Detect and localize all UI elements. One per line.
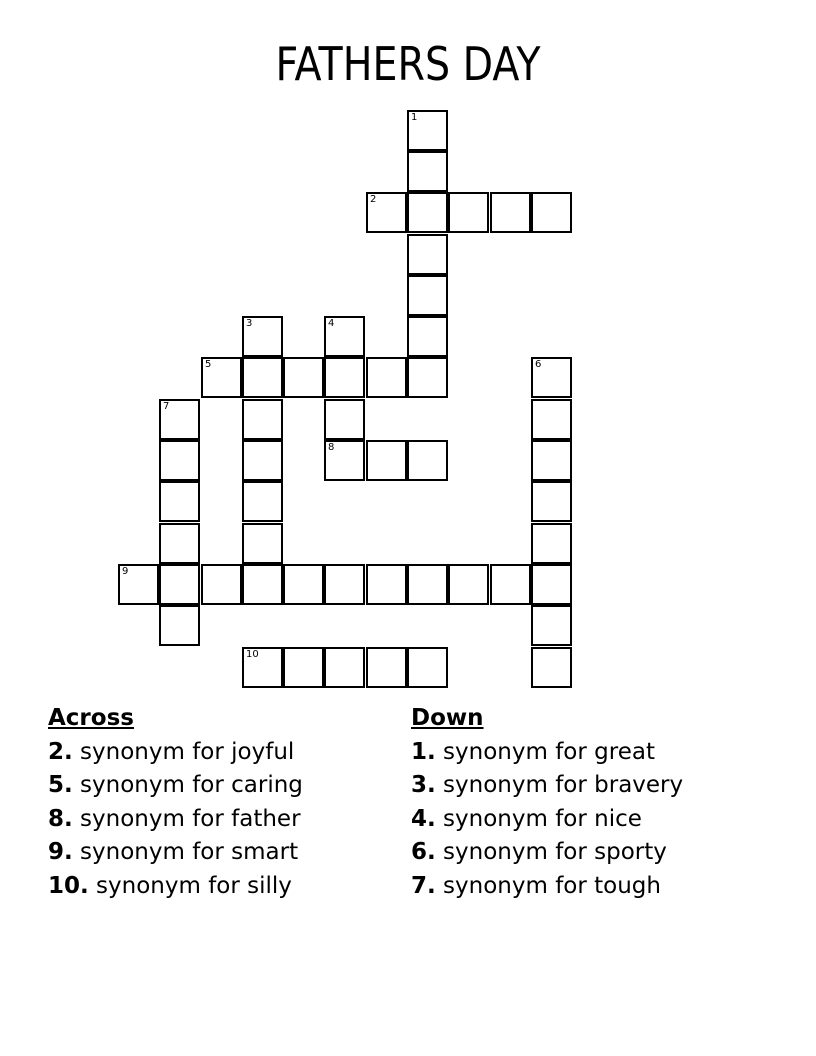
grid-cell[interactable]: [242, 316, 283, 357]
clue-number: 7: [163, 401, 170, 412]
grid-cell[interactable]: [324, 647, 365, 688]
grid-cell[interactable]: [531, 564, 572, 605]
grid-cell[interactable]: [242, 647, 283, 688]
grid-cell[interactable]: [407, 357, 448, 398]
grid-cell[interactable]: [201, 564, 242, 605]
clue-number: 6: [535, 359, 542, 370]
grid-cell[interactable]: [324, 316, 365, 357]
grid-cell[interactable]: [407, 647, 448, 688]
grid-cell[interactable]: [283, 647, 324, 688]
grid-cell[interactable]: [407, 440, 448, 481]
grid-cell[interactable]: [159, 399, 200, 440]
clue-number: 3: [246, 318, 253, 329]
clue-across-10: 10. synonym for silly: [48, 872, 292, 899]
grid-cell[interactable]: [324, 564, 365, 605]
grid-cell[interactable]: [407, 316, 448, 357]
grid-cell[interactable]: [324, 357, 365, 398]
grid-cell[interactable]: [407, 110, 448, 151]
grid-cell[interactable]: [407, 564, 448, 605]
grid-cell[interactable]: [118, 564, 159, 605]
clue-down-1: 1. synonym for great: [411, 738, 655, 765]
grid-cell[interactable]: [366, 647, 407, 688]
clue-number: 8: [328, 442, 335, 453]
clue-number: 5: [205, 359, 212, 370]
clue-down-3: 3. synonym for bravery: [411, 772, 684, 798]
grid-cell[interactable]: [159, 440, 200, 481]
grid-cell[interactable]: [531, 357, 572, 398]
grid-cell[interactable]: [159, 481, 200, 522]
grid-cell[interactable]: [242, 564, 283, 605]
grid-cell[interactable]: [407, 151, 448, 192]
clue-down-7: 7. synonym for tough: [411, 872, 661, 899]
grid-cell[interactable]: [490, 564, 531, 605]
grid-cell[interactable]: [159, 564, 200, 605]
grid-cell[interactable]: [407, 234, 448, 275]
grid-cell[interactable]: [283, 357, 324, 398]
grid-cell[interactable]: [366, 357, 407, 398]
grid-cell[interactable]: [366, 192, 407, 233]
clue-number: 2: [370, 194, 377, 205]
grid-cell[interactable]: [448, 192, 489, 233]
grid-cell[interactable]: [283, 564, 324, 605]
grid-cell[interactable]: [531, 440, 572, 481]
grid-cell[interactable]: [242, 481, 283, 522]
grid-cell[interactable]: [531, 481, 572, 522]
clue-across-8: 8. synonym for father: [48, 805, 301, 832]
clue-across-2: 2. synonym for joyful: [48, 738, 295, 765]
grid-cell[interactable]: [531, 647, 572, 688]
grid-cell[interactable]: [366, 564, 407, 605]
grid-cell[interactable]: [242, 399, 283, 440]
clue-down-4: 4. synonym for nice: [411, 805, 642, 832]
grid-cell[interactable]: [531, 523, 572, 564]
grid-cell[interactable]: [324, 440, 365, 481]
clue-number: 9: [122, 566, 129, 577]
down-heading: Down: [411, 705, 484, 731]
grid-cell[interactable]: [159, 605, 200, 646]
clue-down-6: 6. synonym for sporty: [411, 839, 667, 865]
page-title: FATHERS DAY: [275, 37, 541, 91]
grid-cell[interactable]: [407, 192, 448, 233]
grid-cell[interactable]: [366, 440, 407, 481]
grid-cell[interactable]: [407, 275, 448, 316]
grid-cell[interactable]: [242, 357, 283, 398]
grid-cell[interactable]: [242, 523, 283, 564]
clue-number: 4: [328, 318, 335, 329]
down-clues: [411, 702, 683, 903]
clue-across-5: 5. synonym for caring: [48, 772, 303, 798]
grid-cell[interactable]: [531, 399, 572, 440]
grid-cell[interactable]: [159, 523, 200, 564]
grid-cell[interactable]: [531, 192, 572, 233]
grid-cell[interactable]: [531, 605, 572, 646]
grid-cell[interactable]: [448, 564, 489, 605]
clue-number: 1: [411, 112, 418, 123]
grid-cell[interactable]: [490, 192, 531, 233]
clue-across-9: 9. synonym for smart: [48, 839, 299, 865]
across-heading: Across: [48, 705, 134, 731]
grid-cell[interactable]: [242, 440, 283, 481]
clue-number: 10: [246, 649, 259, 660]
grid-cell[interactable]: [324, 399, 365, 440]
grid-cell[interactable]: [201, 357, 242, 398]
across-clues: [48, 702, 303, 903]
